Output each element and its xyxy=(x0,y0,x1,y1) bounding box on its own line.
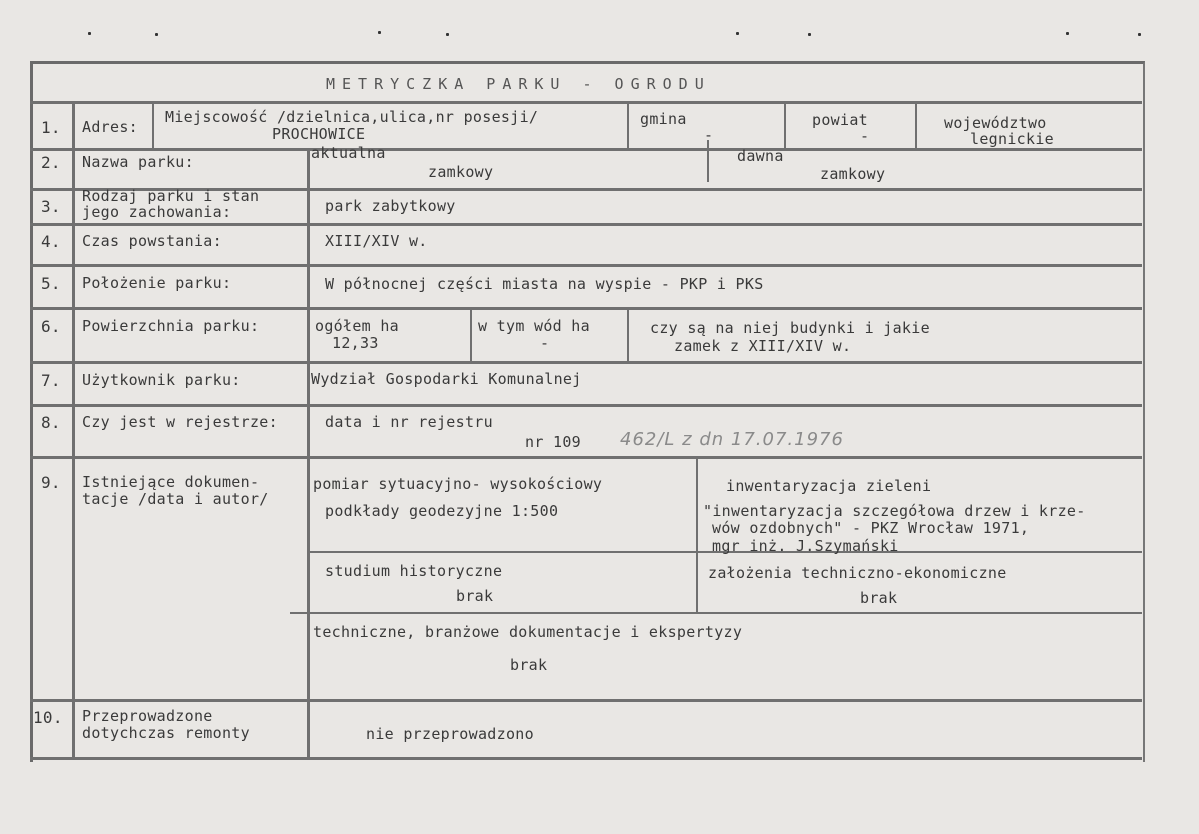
field-label: aktualna xyxy=(311,144,386,162)
row-divider xyxy=(30,757,1142,760)
field-value: podkłady geodezyjne 1:500 xyxy=(325,502,559,520)
speck xyxy=(1138,33,1141,36)
field-value: - xyxy=(704,126,714,144)
row-label: tacje /data i autor/ xyxy=(82,490,269,508)
record-card xyxy=(30,61,1145,762)
row-number: 7. xyxy=(41,371,61,390)
column-divider xyxy=(152,103,154,148)
column-divider xyxy=(72,101,75,759)
speck xyxy=(808,33,811,36)
row-divider xyxy=(30,148,1142,151)
row-number: 2. xyxy=(41,153,61,172)
handwritten-note: 462/L z dn 17.07.1976 xyxy=(620,429,844,450)
column-divider xyxy=(470,307,472,361)
row-number: 10. xyxy=(33,708,63,727)
column-divider xyxy=(696,456,698,614)
row-label: Położenie parku: xyxy=(82,274,232,292)
field-label: data i nr rejestru xyxy=(325,413,493,431)
field-label: inwentaryzacja zieleni xyxy=(726,477,932,495)
field-value: pomiar sytuacyjno- wysokościowy xyxy=(313,475,603,493)
row-divider xyxy=(30,404,1142,407)
speck xyxy=(446,33,449,36)
row-number: 4. xyxy=(41,232,61,251)
row-label: Istniejące dokumen- xyxy=(82,473,260,491)
row-number: 9. xyxy=(41,473,61,492)
row-number: 3. xyxy=(41,197,61,216)
column-divider xyxy=(627,103,629,148)
field-value: 12,33 xyxy=(332,334,379,352)
row-label: Przeprowadzone xyxy=(82,707,213,725)
speck xyxy=(155,33,158,36)
field-value: brak xyxy=(860,589,898,607)
row-divider xyxy=(30,223,1142,226)
column-divider xyxy=(784,103,786,148)
row-number: 5. xyxy=(41,274,61,293)
row-divider xyxy=(30,361,1142,364)
field-value: - xyxy=(540,334,550,352)
field-value: legnickie xyxy=(970,130,1054,148)
field-value: PROCHOWICE xyxy=(272,125,366,143)
field-label: techniczne, branżowe dokumentacje i ekspertyzy xyxy=(313,623,743,641)
field-value: "inwentaryzacja szczegółowa drzew i krze- xyxy=(703,502,1086,520)
field-label: założenia techniczno-ekonomiczne xyxy=(708,564,1007,582)
row-divider xyxy=(30,699,1142,702)
field-value: - xyxy=(860,127,870,145)
column-divider xyxy=(627,307,629,361)
row-divider xyxy=(30,307,1142,310)
field-label: studium historyczne xyxy=(325,562,503,580)
field-label: dawna xyxy=(737,147,784,165)
column-divider xyxy=(915,103,917,148)
row-label: Adres: xyxy=(82,118,138,136)
field-value: nie przeprowadzono xyxy=(366,725,534,743)
row-number: 6. xyxy=(41,317,61,336)
column-divider xyxy=(307,148,310,759)
field-value: Wydział Gospodarki Komunalnej xyxy=(311,370,582,388)
field-label: ogółem ha xyxy=(315,317,399,335)
field-value: zamek z XIII/XIV w. xyxy=(674,337,852,355)
speck xyxy=(88,32,91,35)
field-label: w tym wód ha xyxy=(478,317,590,335)
row-number: 1. xyxy=(41,118,61,137)
field-value: zamkowy xyxy=(820,165,886,183)
column-divider xyxy=(707,140,709,182)
row-label: Rodzaj parku i stan xyxy=(82,187,260,205)
field-value: park zabytkowy xyxy=(325,197,456,215)
field-value: W północnej części miasta na wyspie - PKP i PKS xyxy=(325,275,764,293)
field-label: powiat xyxy=(812,111,868,129)
speck xyxy=(1066,32,1069,35)
row-label: Czy jest w rejestrze: xyxy=(82,413,278,431)
row-label: Powierzchnia parku: xyxy=(82,317,260,335)
field-value: zamkowy xyxy=(428,163,494,181)
field-label: Miejscowość /dzielnica,ulica,nr posesji/ xyxy=(165,108,539,126)
field-value: nr 109 xyxy=(525,433,581,451)
speck xyxy=(736,32,739,35)
row-divider xyxy=(30,264,1142,267)
page-title: METRYCZKA PARKU - OGRODU xyxy=(326,75,711,93)
field-value: wów ozdobnych" - PKZ Wrocław 1971, xyxy=(712,519,1030,537)
row-number: 8. xyxy=(41,413,61,432)
row-label: Nazwa parku: xyxy=(82,153,194,171)
field-label: czy są na niej budynki i jakie xyxy=(650,319,930,337)
field-value: mgr inż. J.Szymański xyxy=(712,537,899,555)
row-divider xyxy=(30,456,1142,459)
row-label: Czas powstania: xyxy=(82,232,222,250)
row-label: jego zachowania: xyxy=(82,203,232,221)
speck xyxy=(378,31,381,34)
row-label: Użytkownik parku: xyxy=(82,371,241,389)
field-label: województwo xyxy=(944,114,1047,132)
row-divider xyxy=(290,612,1142,614)
row-label: dotychczas remonty xyxy=(82,724,250,742)
field-value: brak xyxy=(456,587,494,605)
field-value: XIII/XIV w. xyxy=(325,232,428,250)
field-value: brak xyxy=(510,656,548,674)
field-label: gmina xyxy=(640,110,687,128)
row-divider xyxy=(30,101,1142,104)
